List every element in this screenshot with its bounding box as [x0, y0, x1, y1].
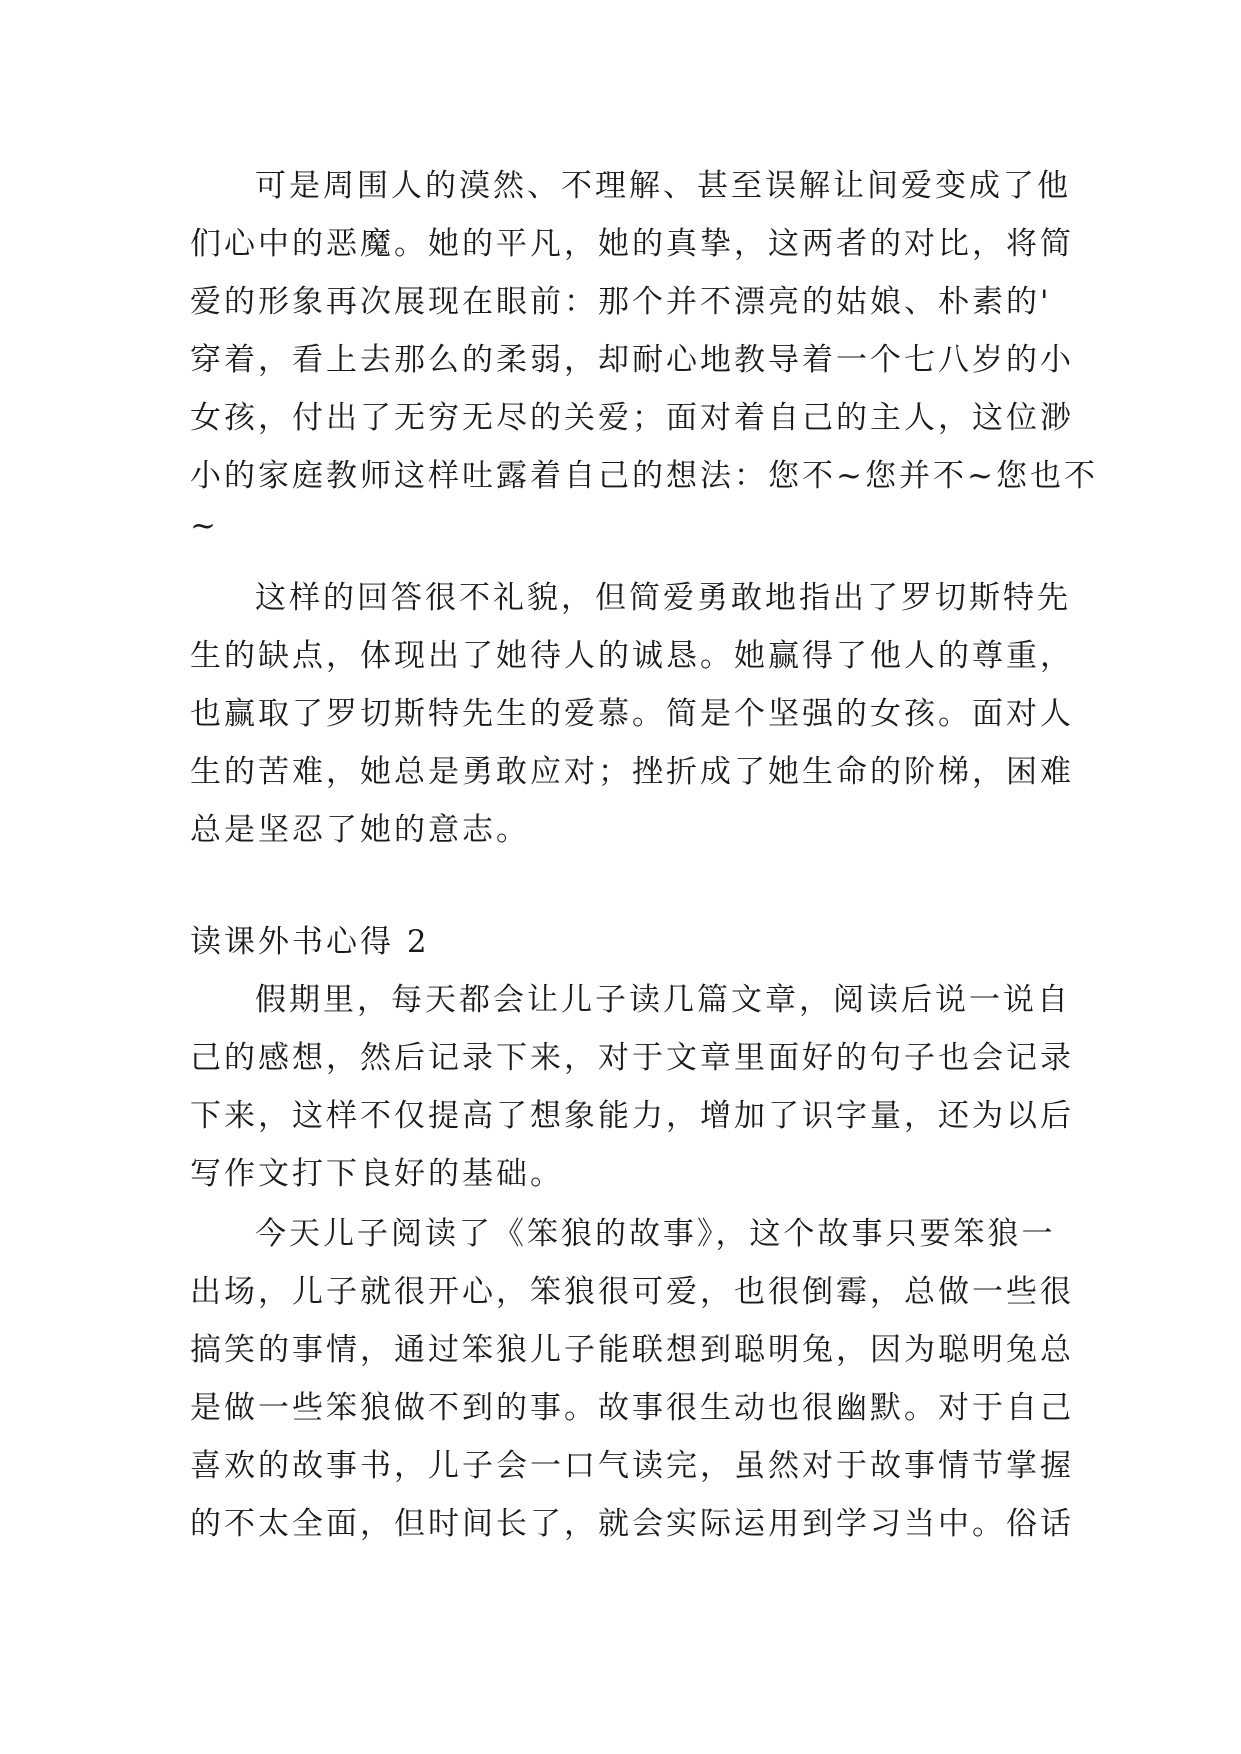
text-line: 假期里，每天都会让儿子读几篇文章，阅读后说一说自 — [255, 982, 1071, 1018]
text-line: 爱的形象再次展现在眼前：那个并不漂亮的姑娘、朴素的' — [190, 284, 1052, 320]
section-heading: 读课外书心得 2 — [190, 924, 430, 960]
text-line: 的不太全面，但时间长了，就会实际运用到学习当中。俗话 — [190, 1506, 1074, 1542]
text-line: 可是周围人的漠然、不理解、甚至误解让间爱变成了他 — [255, 168, 1071, 204]
text-line: 也赢取了罗切斯特先生的爱慕。简是个坚强的女孩。面对人 — [190, 696, 1074, 732]
text-line: 这样的回答很不礼貌，但简爱勇敢地指出了罗切斯特先 — [255, 580, 1071, 616]
text-line: 今天儿子阅读了《笨狼的故事》，这个故事只要笨狼一 — [255, 1216, 1056, 1252]
text-line: 是做一些笨狼做不到的事。故事很生动也很幽默。对于自己 — [190, 1390, 1074, 1426]
text-line: 写作文打下良好的基础。 — [190, 1156, 564, 1192]
text-line: 女孩，付出了无穷无尽的关爱；面对着自己的主人，这位渺 — [190, 400, 1074, 436]
text-line: 出场，儿子就很开心，笨狼很可爱，也很倒霉，总做一些很 — [190, 1274, 1074, 1310]
text-line: 搞笑的事情，通过笨狼儿子能联想到聪明兔，因为聪明兔总 — [190, 1332, 1074, 1368]
text-line: 喜欢的故事书，儿子会一口气读完，虽然对于故事情节掌握 — [190, 1448, 1074, 1484]
text-line: ~ — [190, 508, 219, 544]
text-line: 己的感想，然后记录下来，对于文章里面好的句子也会记录 — [190, 1040, 1074, 1076]
text-line: 总是坚忍了她的意志。 — [190, 812, 530, 848]
text-line: 们心中的恶魔。她的平凡，她的真挚，这两者的对比，将简 — [190, 226, 1074, 262]
text-line: 穿着，看上去那么的柔弱，却耐心地教导着一个七八岁的小 — [190, 342, 1074, 378]
text-line: 生的缺点，体现出了她待人的诚恳。她赢得了他人的尊重， — [190, 638, 1074, 674]
text-line: 小的家庭教师这样吐露着自己的想法：您不~您并不~您也不 — [190, 458, 1098, 494]
text-line: 下来，这样不仅提高了想象能力，增加了识字量，还为以后 — [190, 1098, 1074, 1134]
text-line: 生的苦难，她总是勇敢应对；挫折成了她生命的阶梯，困难 — [190, 754, 1074, 790]
